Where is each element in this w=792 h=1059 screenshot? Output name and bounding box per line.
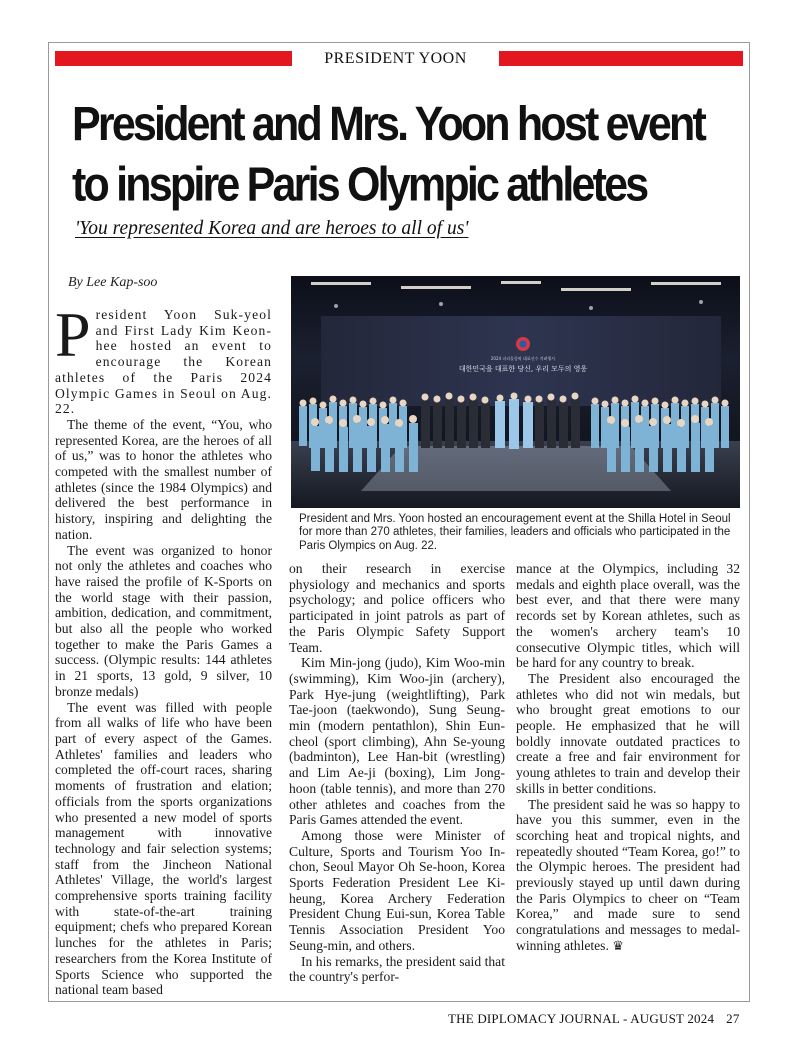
byline: By Lee Kap-soo (68, 275, 158, 290)
photo-caption: President and Mrs. Yoon hosted an encouragement event at the Shilla Hotel in Seoul for more than 270 athletes, their families, leaders and officials who participated in the Paris Olympics on Aug. 22. (299, 513, 731, 552)
lead-text: resident Yoon Suk-yeol and First Lady Kim Keon-hee hosted an event to encourage the Korean athletes of the Paris 2024 Olympic Games in Seoul on Aug. 22. (55, 307, 272, 417)
publication-name: THE DIPLOMACY JOURNAL - AUGUST 2024 (448, 1011, 715, 1026)
article-column-2 (289, 561, 505, 985)
section-rule-right (499, 51, 743, 66)
screen-title: 대한민국을 대표한 당신, 우리 모두의 영웅 (458, 365, 588, 373)
drop-cap: P (55, 299, 91, 370)
subheadline: 'You represented Korea and are heroes to all of us' (75, 218, 469, 239)
end-mark-icon: ♛ (612, 937, 624, 953)
lead-paragraph (55, 299, 272, 417)
paragraph: mance at the Olympics, including 32 medals and eighth place overall, was the best ever, and that there were many records set by Korean athletes, such as the women's archery team's 10 consecutive Olympic titles, which will be hard for any country to break. (516, 561, 740, 671)
headline: President and Mrs. Yoon host event to inspire Paris Olympic athletes (72, 97, 704, 212)
photo-illustration (291, 276, 740, 508)
article-column-1 (55, 299, 272, 998)
paragraph: The event was filled with people from all walks of life who have been part of every aspect of the Games. Athletes' families and leaders who completed the off-court races, sharing moments of frustration and elation; officials from the sports organizations who presented a new model of sports management with innovative technology and fair selection systems; staff from the Jincheon National Athletes' Village, the world's largest comprehensive sports training facility with state-of-the-art training equipment; chefs who prepared Korean lunches for the athletes in Paris; researchers from the Korea Institute of Sports Science who supported the national team based (55, 699, 272, 998)
paragraph: on their research in exercise physiology and mechanics and sports psychology; and police officers who participated in joint patrols as part of the Paris Olympic Safety Support Team. (289, 561, 505, 655)
paragraph: The President also encouraged the athletes who did not win medals, but who brought great emotions to our people. He emphasized that he will boldly innovate outdated practices to create a free and fair environment for young athletes to train and develop their skills in better conditions. (516, 670, 740, 796)
event-photo (291, 276, 740, 508)
page-number: 27 (726, 1011, 740, 1026)
paragraph-text: The president said he was so happy to have you this summer, even in the scorching heat and tropical nights, and repeatedly shouted “Team Korea, go!” to the Olympic heroes. The president had previously stayed up until dawn during the Paris Olympics to cheer on “Team Korea,” and made sure to send congratulations and messages to medal-winning athletes. (516, 796, 740, 953)
section-label: PRESIDENT YOON (324, 50, 467, 67)
paragraph: In his remarks, the president said that the country's perfor- (289, 953, 505, 985)
screen-subtitle: 2024 파리올림픽 대표선수 격려행사 (490, 356, 556, 361)
article-column-3 (516, 561, 740, 954)
paragraph: The theme of the event, “You, who represented Korea, are the heroes of all of us,” was to honor the athletes who competed with the smallest number of athletes (since the 1984 Olympics) and delivered the best performance in history, inspiring and delighting the nation. (55, 416, 272, 542)
section-header (55, 49, 743, 69)
paragraph (516, 797, 740, 954)
section-rule-left (55, 51, 292, 66)
paragraph: The event was organized to honor not only the athletes and coaches who have raised the profile of K-Sports on the world stage with their passion, ambition, dedication, and commitment, but also all the people who worked together to make the Paris Games a success. (Olympic results: 144 athletes in 21 sports, 13 gold, 9 silver, 10 bronze medals) (55, 542, 272, 699)
paragraph: Among those were Minister of Culture, Sports and Tourism Yoo In-chon, Seoul Mayor Oh Se-hoon, Korea Sports Federation President Lee Ki-heung, Korea Archery Federation President Chung Eui-sun, Korea Table Tennis Association President Yoo Seung-min, and others. (289, 827, 505, 953)
page-footer (448, 1011, 740, 1027)
paragraph: Kim Min-jong (judo), Kim Woo-min (swimming), Kim Woo-jin (archery), Park Hye-jung (weightlifting), Park Tae-joon (taekwondo), Sung Seung-min (modern pentathlon), Shin Eun-cheol (sport climbing), Ahn Se-young (badminton), Lee Han-bit (wrestling) and Lim Ae-ji (boxing), Lim Jong-hoon (table tennis), and more than 270 other athletes and coaches from the Paris Games attended the event. (289, 655, 505, 828)
